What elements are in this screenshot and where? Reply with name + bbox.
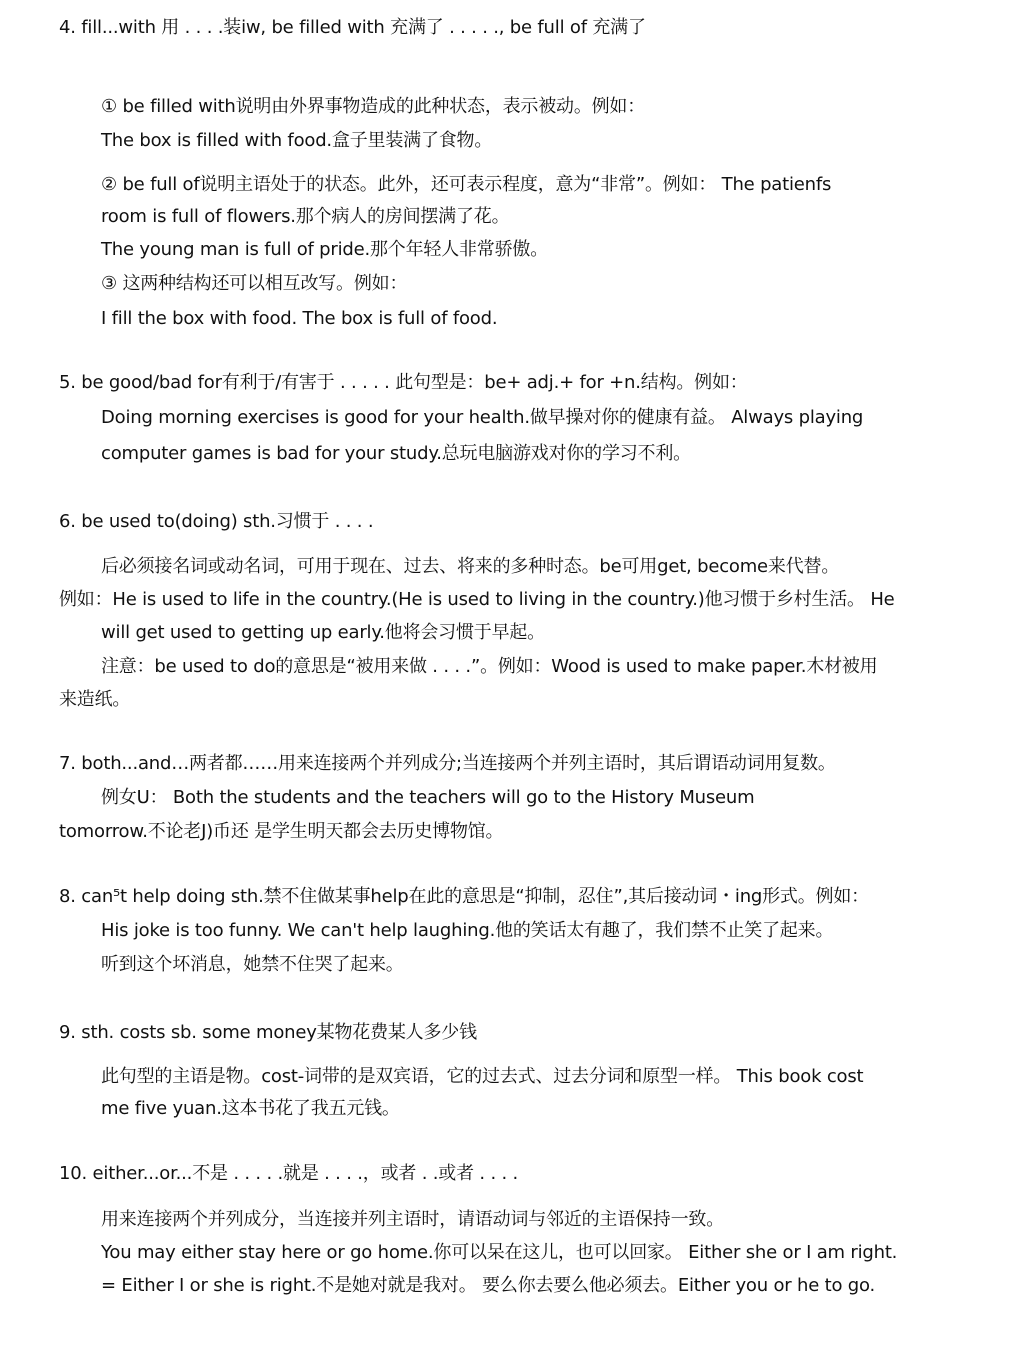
- s4-line-7: I fill the box with food. The box is full of food.: [101, 308, 498, 329]
- s10-heading: 10. either...or...不是 . . . . .就是 . . . .，或者 . .或者 . . . .: [59, 1163, 519, 1184]
- s6-line-1: 后必须接名词或动名词，可用于现在、过去、将来的多种时态。be可用get, become来代替。: [101, 556, 840, 577]
- s5-line-1: Doing morning exercises is good for your health.做早操对你的健康有益。 Always playing: [101, 407, 864, 428]
- s6-line-4: 注意：be used to do的意思是“被用来做 . . . .”。例如：Wood is used to make paper.木材被用: [101, 656, 878, 677]
- s6-line-5: 来造纸。: [59, 689, 131, 710]
- s7-heading: 7. both...and…两者都……用来连接两个并列成分;当连接两个并列主语时，其后谓语动词用复数。: [59, 753, 836, 774]
- s4-heading: 4. fill...with 用 . . . .装iw, be filled with 充满了 . . . . ., be full of 充满了: [59, 17, 646, 38]
- s8-line-1: His joke is too funny. We can't help laughing.他的笑话太有趣了，我们禁不止笑了起来。: [101, 920, 834, 941]
- s6-heading: 6. be used to(doing) sth.习惯于 . . . .: [59, 511, 374, 532]
- s9-line-1: 此句型的主语是物。cost-词带的是双宾语，它的过去式、过去分词和原型一样。 This book cost: [101, 1066, 864, 1087]
- s8-heading: 8. can⁵t help doing sth.禁不住做某事help在此的意思是“抑制，忍住”,其后接动词・ing形式。例如：: [59, 886, 869, 907]
- s10-line-2: You may either stay here or go home.你可以呆在这儿，也可以回家。 Either she or I am right.: [101, 1242, 898, 1263]
- s10-line-3: = Either I or she is right.不是她对就是我对。 要么你去要么他必须去。Either you or he to go.: [101, 1275, 876, 1296]
- s4-line-3: ② be full of说明主语处于的状态。此外，还可表示程度，意为“非常”。例如： The patienfs: [101, 174, 832, 195]
- s10-line-1: 用来连接两个并列成分，当连接并列主语时，请语动词与邻近的主语保持一致。: [101, 1209, 724, 1230]
- s9-line-2: me five yuan.这本书花了我五元钱。: [101, 1098, 400, 1119]
- s5-heading: 5. be good/bad for有利于/有害于 . . . . . 此句型是：be+ adj.+ for +n.结构。例如：: [59, 372, 748, 393]
- s6-line-3: will get used to getting up early.他将会习惯于早起。: [101, 622, 545, 643]
- s4-line-6: ③ 这两种结构还可以相互改写。例如：: [101, 273, 408, 294]
- s7-line-1: 例女U： Both the students and the teachers will go to the History Museum: [101, 787, 755, 808]
- s8-line-2: 听到这个坏消息，她禁不住哭了起来。: [101, 954, 404, 975]
- s4-line-1: ① be filled with说明由外界事物造成的此种状态，表示被动。例如：: [101, 96, 646, 117]
- s9-heading: 9. sth. costs sb. some money某物花费某人多少钱: [59, 1022, 477, 1043]
- s4-line-2: The box is filled with food.盒子里装满了食物。: [101, 130, 493, 151]
- s7-line-2: tomorrow.不论老J)币还 是学生明天都会去历史博物馆。: [59, 821, 504, 842]
- s4-line-5: The young man is full of pride.那个年轻人非常骄傲。: [101, 239, 549, 260]
- s6-line-2: 例如：He is used to life in the country.(He is used to living in the country.)他习惯于乡村生活。 He: [59, 589, 895, 610]
- s4-line-4: room is full of flowers.那个病人的房间摆满了花。: [101, 206, 510, 227]
- s5-line-2: computer games is bad for your study.总玩电脑游戏对你的学习不利。: [101, 443, 691, 464]
